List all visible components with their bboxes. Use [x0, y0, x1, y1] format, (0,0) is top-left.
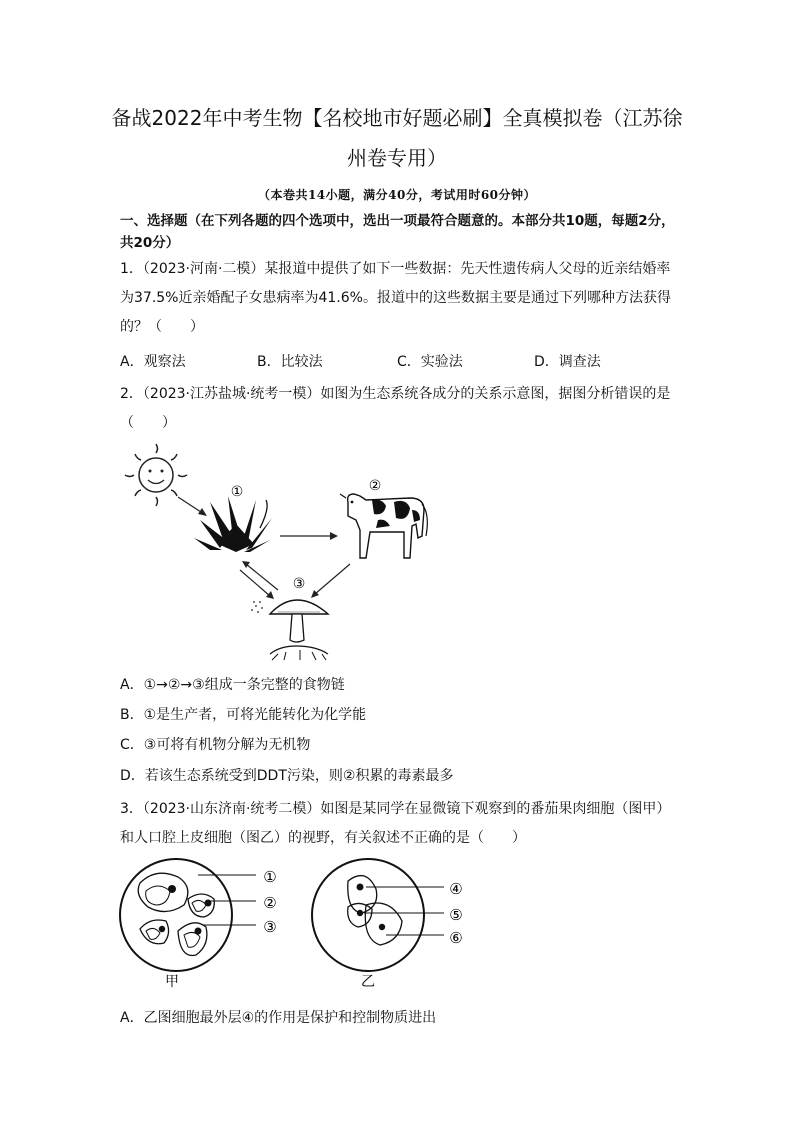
- cell-diagram: [110, 855, 490, 995]
- label-1: ①: [230, 484, 244, 500]
- label-1: ①: [263, 868, 277, 886]
- question-2-option-b: B．①是生产者，可将光能转化为化学能: [120, 707, 367, 723]
- ecosystem-diagram: [110, 440, 450, 670]
- question-2-option-a: A．①→②→③组成一条完整的食物链: [120, 677, 345, 693]
- label-6: ⑥: [449, 929, 463, 947]
- tomato-cells-view: [120, 859, 232, 971]
- label-4: ④: [449, 880, 463, 898]
- option-c: C．实验法: [397, 354, 463, 370]
- option-a: A．观察法: [120, 354, 186, 370]
- exam-info: （本卷共14小题，满分40分，考试用时60分钟）: [257, 188, 537, 202]
- label-3: ③: [263, 918, 277, 936]
- question-1-stem: 1．（2023·河南·二模）某报道中提供了如下一些数据：先天性遗传病人父母的近亲结婚率为37.5%近亲婚配子女患病率为41.6%。报道中的这些数据主要是通过下列哪种方法获得的？（ ）: [120, 261, 671, 335]
- cheek-cells-view: [312, 859, 424, 971]
- cow-icon: [340, 494, 427, 558]
- label-3: ③: [292, 576, 306, 592]
- question-3-stem: 3．（2023·山东济南·统考二模）如图是某同学在显微镜下观察到的番茄果肉细胞（图甲）和人口腔上皮细胞（图乙）的视野，有关叙述不正确的是（ ）: [120, 801, 671, 846]
- label-5: ⑤: [449, 906, 463, 924]
- caption-right: 乙: [361, 974, 375, 990]
- section-heading: 一、选择题（在下列各题的四个选项中，选出一项最符合题意的。本部分共10题，每题2分，共20分）: [120, 213, 675, 251]
- question-3-option-a: A．乙图细胞最外层④的作用是保护和控制物质进出: [120, 1010, 437, 1026]
- question-2-stem: 2．（2023·江苏盐城·统考一模）如图为生态系统各成分的关系示意图，据图分析错误的是（ ）: [120, 386, 671, 431]
- plant-icon: [194, 496, 272, 552]
- option-b: B．比较法: [257, 354, 323, 370]
- label-2: ②: [263, 894, 277, 912]
- question-2-option-c: C．③可将有机物分解为无机物: [120, 737, 311, 753]
- sun-icon: [125, 444, 187, 506]
- caption-left: 甲: [165, 974, 179, 990]
- option-d: D．调查法: [534, 354, 601, 370]
- label-2: ②: [368, 478, 382, 494]
- page-title: 备战2022年中考生物【名校地市好题必刷】全真模拟卷（江苏徐州卷专用）: [111, 106, 683, 170]
- question-2-option-d: D．若该生态系统受到DDT污染，则②积累的毒素最多: [120, 768, 454, 784]
- mushroom-icon: [251, 600, 328, 660]
